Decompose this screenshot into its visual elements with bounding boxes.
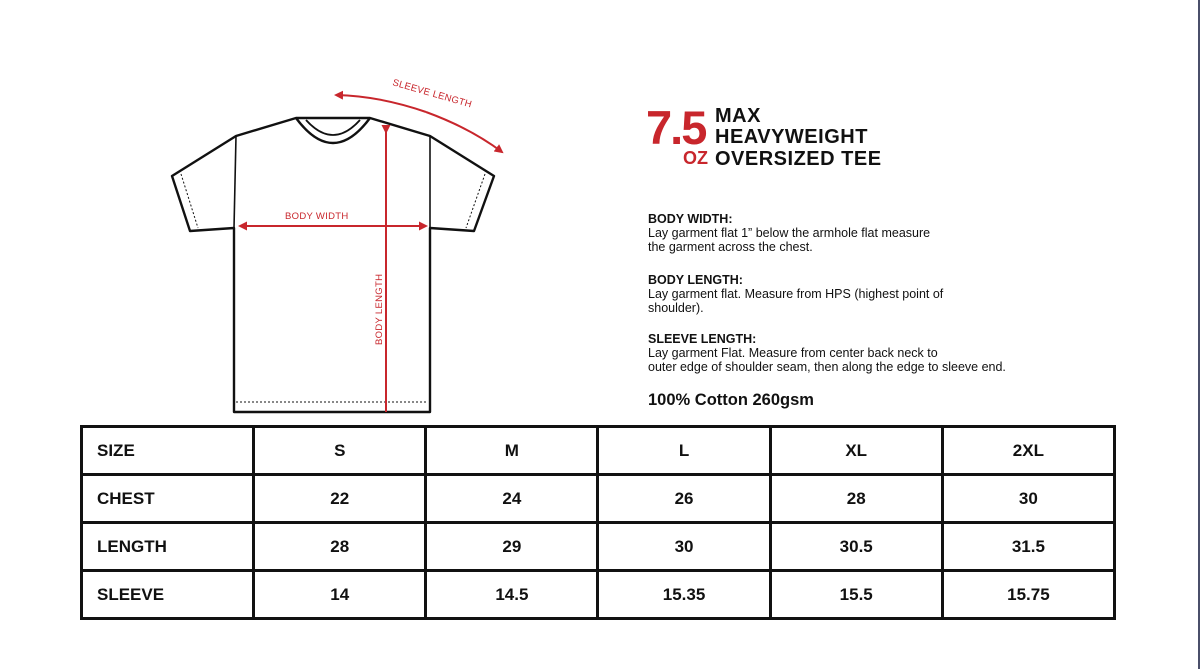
brand-line-3: OVERSIZED TEE bbox=[715, 148, 882, 170]
row-label: SLEEVE bbox=[82, 571, 254, 619]
body-length-text-2: shoulder). bbox=[648, 301, 704, 315]
table-cell: 26 bbox=[598, 475, 770, 523]
size-header-label: SIZE bbox=[82, 427, 254, 475]
table-cell: 30.5 bbox=[770, 523, 942, 571]
table-row bbox=[82, 523, 1115, 571]
row-label: CHEST bbox=[82, 475, 254, 523]
table-cell: 31.5 bbox=[942, 523, 1114, 571]
body-width-text-2: the garment across the chest. bbox=[648, 240, 813, 254]
table-cell: 15.75 bbox=[942, 571, 1114, 619]
table-cell: 15.5 bbox=[770, 571, 942, 619]
row-label: LENGTH bbox=[82, 523, 254, 571]
brand-weight-unit: OZ bbox=[683, 148, 708, 168]
brand-line-2: HEAVYWEIGHT bbox=[715, 126, 868, 148]
table-row bbox=[82, 475, 1115, 523]
body-width-label: BODY WIDTH bbox=[285, 211, 349, 222]
size-table bbox=[80, 425, 1116, 620]
size-header-cell: XL bbox=[770, 427, 942, 475]
table-cell: 24 bbox=[426, 475, 598, 523]
brand-line-1: MAX bbox=[715, 105, 761, 127]
table-cell: 22 bbox=[254, 475, 426, 523]
size-header-cell: S bbox=[254, 427, 426, 475]
size-header-row bbox=[82, 427, 1115, 475]
fabric-spec: 100% Cotton 260gsm bbox=[648, 391, 814, 409]
table-cell: 29 bbox=[426, 523, 598, 571]
table-cell: 30 bbox=[942, 475, 1114, 523]
tshirt-diagram bbox=[0, 0, 620, 430]
body-length-text-1: Lay garment flat. Measure from HPS (highest point of bbox=[648, 287, 944, 301]
sleeve-length-text-1: Lay garment Flat. Measure from center back neck to bbox=[648, 346, 938, 360]
brand-weight-number: 7.5 bbox=[646, 101, 706, 154]
size-header-cell: M bbox=[426, 427, 598, 475]
table-cell: 28 bbox=[770, 475, 942, 523]
sleeve-length-text-2: outer edge of shoulder seam, then along the edge to sleeve end. bbox=[648, 360, 1006, 374]
sleeve-length-heading: SLEEVE LENGTH: bbox=[648, 332, 757, 346]
sleeve-length-instructions bbox=[648, 332, 1068, 374]
body-width-heading: BODY WIDTH: bbox=[648, 212, 733, 226]
tshirt-outline bbox=[172, 118, 494, 412]
sleeve-length-label: SLEEVE LENGTH bbox=[391, 77, 474, 111]
table-cell: 28 bbox=[254, 523, 426, 571]
brand-logo bbox=[646, 101, 946, 174]
body-length-label: BODY LENGTH bbox=[374, 273, 385, 345]
table-cell: 14 bbox=[254, 571, 426, 619]
table-row bbox=[82, 571, 1115, 619]
size-header-cell: 2XL bbox=[942, 427, 1114, 475]
table-cell: 14.5 bbox=[426, 571, 598, 619]
body-length-heading: BODY LENGTH: bbox=[648, 273, 743, 287]
table-cell: 30 bbox=[598, 523, 770, 571]
size-header-cell: L bbox=[598, 427, 770, 475]
sleeve-length-arrow bbox=[336, 95, 426, 112]
body-width-instructions bbox=[648, 212, 1068, 254]
body-length-instructions bbox=[648, 273, 1068, 315]
table-cell: 15.35 bbox=[598, 571, 770, 619]
body-width-text-1: Lay garment flat 1” below the armhole flat measure bbox=[648, 226, 931, 240]
